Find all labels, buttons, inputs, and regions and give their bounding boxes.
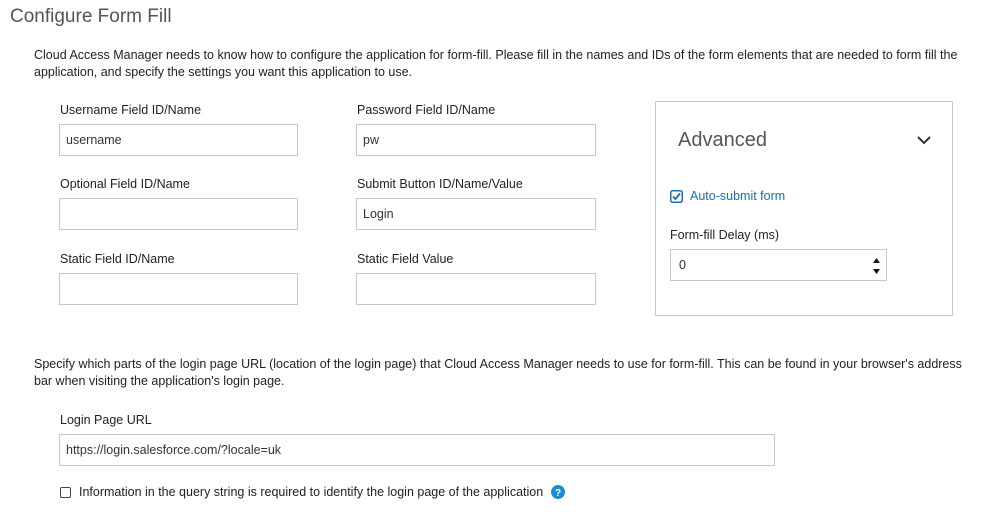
- form-fill-delay-stepper[interactable]: [670, 249, 887, 281]
- optional-field-input[interactable]: [59, 198, 298, 230]
- intro-text: Cloud Access Manager needs to know how to configure the application for form-fill. Please fill in the names and IDs of the form elements that are needed to form fill the application, and specify the settings you want this application to use.: [34, 48, 958, 79]
- auto-submit-checkbox[interactable]: [670, 189, 785, 203]
- svg-text:?: ?: [555, 488, 562, 499]
- form-fill-delay-label: Form-fill Delay (ms): [670, 228, 780, 242]
- query-string-checkbox[interactable]: [60, 487, 71, 498]
- auto-submit-label: Auto-submit form: [690, 189, 786, 203]
- query-string-row: [60, 485, 565, 499]
- login-page-url-label: Login Page URL: [60, 413, 152, 427]
- spinner-arrows-icon[interactable]: [872, 256, 881, 276]
- login-page-url-input[interactable]: [59, 434, 775, 466]
- username-field-label: Username Field ID/Name: [60, 103, 202, 117]
- chevron-down-icon[interactable]: [916, 134, 932, 146]
- form-fill-delay-value: 0: [679, 258, 686, 272]
- username-field-input[interactable]: [59, 124, 298, 156]
- static-field-value-label: Static Field Value: [357, 252, 454, 266]
- static-field-value-input[interactable]: [356, 273, 596, 305]
- submit-button-field-label: Submit Button ID/Name/Value: [357, 177, 523, 191]
- checkbox-checked-icon: [670, 190, 683, 203]
- advanced-title: Advanced: [678, 129, 767, 151]
- query-string-label: Information in the query string is required to identify the login page of the application: [79, 485, 544, 499]
- help-circle-icon[interactable]: [551, 485, 565, 499]
- advanced-panel: [655, 101, 953, 316]
- static-field-name-input[interactable]: [59, 273, 298, 305]
- optional-field-label: Optional Field ID/Name: [60, 177, 190, 191]
- page-title: Configure Form Fill: [10, 6, 172, 27]
- password-field-label: Password Field ID/Name: [357, 103, 496, 117]
- static-field-name-label: Static Field ID/Name: [60, 252, 175, 266]
- url-intro-text: Specify which parts of the login page URL (location of the login page) that Cloud Access Manager needs to use for form-fill. This can be found in your browser's address bar when visiting the application's login page.: [34, 357, 962, 388]
- submit-button-field-input[interactable]: [356, 198, 596, 230]
- password-field-input[interactable]: [356, 124, 596, 156]
